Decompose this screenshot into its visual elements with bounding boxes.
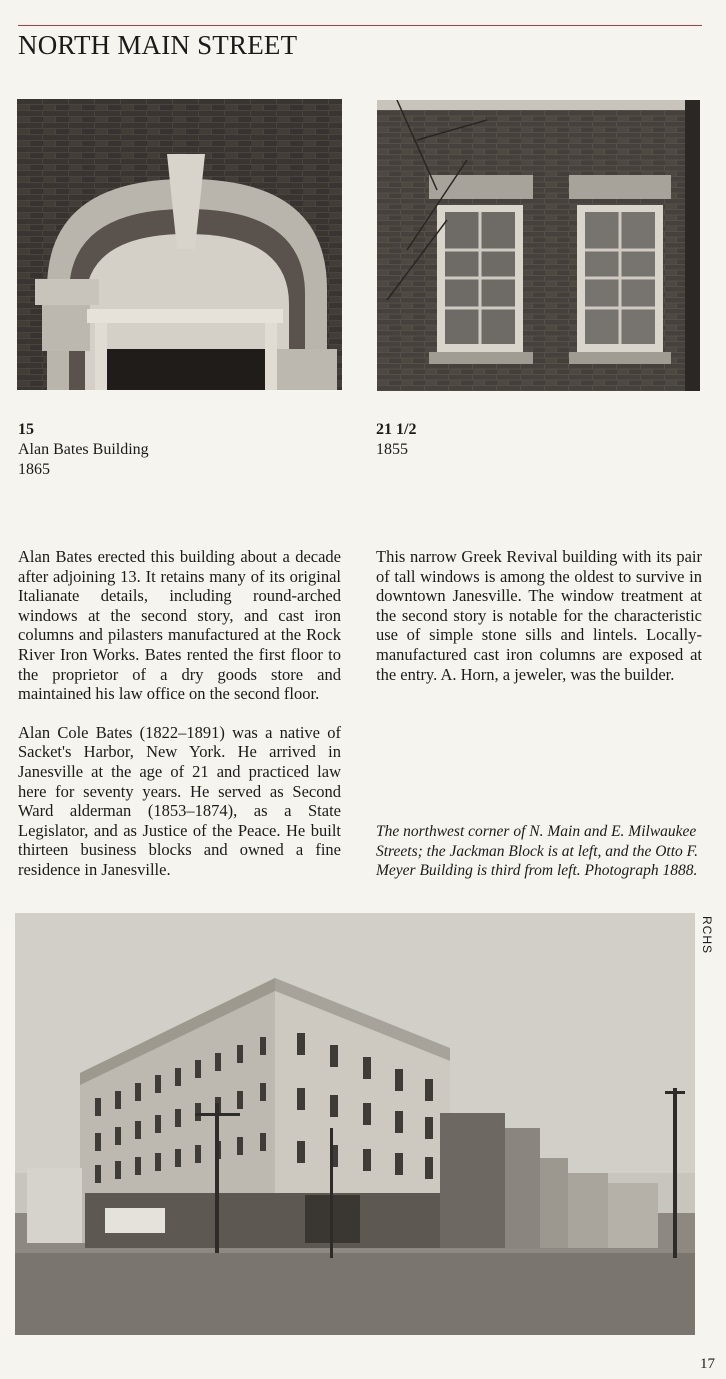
header-rule [18,25,702,26]
photo-credit: RCHS [700,916,714,955]
photo-twin-windows [377,100,700,391]
paragraph: Alan Bates erected this building about a decade after adjoining 13. It retains many of its original Italianate details, including round-arched windows at the second story, and cast iron columns and pilasters manufactured at the Rock River Iron Works. Bates rented the first floor to the proprietor of a dry goods store and maintained his law office on the second floor. [18,547,341,704]
right-column-text [376,547,702,703]
historic-photo-caption: The northwest corner of N. Main and E. Milwaukee Streets; the Jackman Block is at left, and the Otto F. Meyer Building is third from left. Photograph 1888. [376,823,698,879]
paragraph: This narrow Greek Revival building with its pair of tall windows is among the oldest to survive in downtown Janesville. The window treatment at the second story is notable for the characteristic use of simple stone sills and lintels. Locally-manufactured cast iron columns are exposed at the entry. A. Horn, a jeweler, was the builder. [376,547,702,684]
building-year: 1865 [18,461,50,478]
building-year: 1855 [376,441,408,458]
building-number: 21 1/2 [376,421,417,438]
caption-building-15 [18,420,318,480]
caption-building-21-half [376,420,676,460]
building-name: Alan Bates Building [18,441,149,458]
photo-historic-street [15,913,695,1335]
page-title: NORTH MAIN STREET [18,30,298,60]
photo-arched-window [17,99,342,390]
left-column-text [18,547,341,899]
page-number: 17 [700,1356,715,1372]
building-number: 15 [18,421,34,438]
paragraph: Alan Cole Bates (1822–1891) was a native of Sacket's Harbor, New York. He arrived in Janesville at the age of 21 and practiced law here for seventy years. He served as Second Ward alderman (1853–1874), as a State Legislator, and as Justice of the Peace. He built thirteen business blocks and owned a fine residence in Janesville. [18,722,341,879]
